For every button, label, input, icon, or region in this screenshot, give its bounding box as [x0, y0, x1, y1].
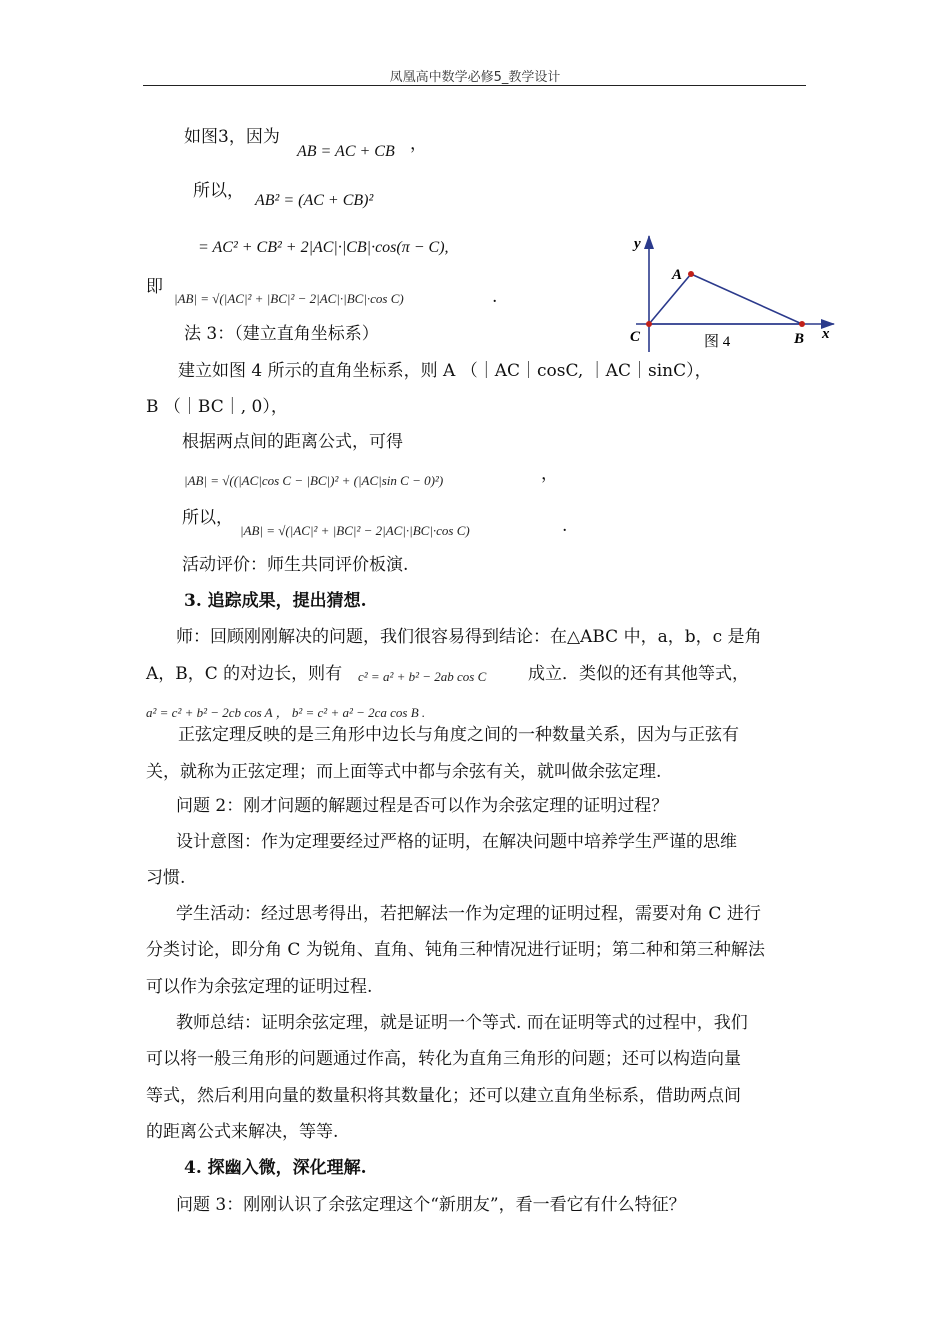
section3-teacher-line4: 的距离公式来解决，等等.: [146, 1122, 339, 1142]
header-rule: [143, 85, 806, 86]
method3-line5-tail: .: [562, 516, 568, 536]
label-c: C: [630, 329, 641, 345]
label-b: B: [794, 331, 805, 347]
section3-para1-line2-text: A，B，C 的对边长，则有: [146, 664, 343, 684]
section3-teacher-line3: 等式，然后利用向量的数量积将其数量化；还可以建立直角坐标系，借助两点间: [146, 1086, 741, 1106]
axis-y-label: y: [634, 236, 641, 252]
method3-evaluation: 活动评价：师生共同评价板演.: [182, 555, 409, 575]
section3-para2-line2: 关，就称为正弦定理；而上面等式中都与余弦有关，就叫做余弦定理.: [146, 762, 662, 782]
page-header: 凤凰高中数学必修5_教学设计: [389, 70, 561, 85]
method2-line1-text: 如图3，因为: [184, 127, 280, 147]
section3-para2-line1: 正弦定理反映的是三角形中边长与角度之间的一种数量关系，因为与正弦有: [178, 725, 739, 745]
method2-line3-formula: = AC² + CB² + 2|AC|·|CB|·cos(π − C),: [198, 239, 449, 256]
point-b: [799, 321, 805, 327]
method2-line4-formula: |AB| = √(|AC|² + |BC|² − 2|AC|·|BC|·cos C): [174, 291, 404, 306]
section3-question2: 问题 2：刚才问题的解题过程是否可以作为余弦定理的证明过程？: [176, 796, 669, 816]
figure-4-coordinate-diagram: [622, 230, 842, 355]
method3-line3: 根据两点间的距离公式，可得: [182, 432, 403, 452]
method2-line4-tail: .: [492, 287, 498, 307]
point-a: [688, 271, 694, 277]
axis-x-label: x: [822, 326, 830, 342]
method2-line1-tail: ，: [410, 134, 427, 154]
section3-design-line2: 习惯.: [146, 868, 186, 888]
method3-heading: 法 3：（建立直角坐标系）: [184, 324, 379, 344]
section3-student-line3: 可以作为余弦定理的证明过程.: [146, 977, 373, 997]
section3-para1-line1: 师：回顾刚刚解决的问题，我们很容易得到结论：在△ABC 中，a，b，c 是角: [176, 627, 762, 647]
section3-para1-line2-tail: 成立．类似的还有其他等式，: [528, 664, 749, 684]
method2-line1-formula: AB = AC + CB: [297, 143, 395, 160]
method3-line4-formula: |AB| = √((|AC|cos C − |BC|)² + (|AC|sin C − 0)²): [184, 473, 444, 488]
point-c: [646, 321, 652, 327]
section3-student-line1: 学生活动：经过思考得出，若把解法一作为定理的证明过程，需要对角 C 进行: [176, 904, 761, 924]
section4-question3: 问题 3：刚刚认识了余弦定理这个“新朋友”，看一看它有什么特征？: [176, 1195, 686, 1215]
method3-line5-formula: |AB| = √(|AC|² + |BC|² − 2|AC|·|BC|·cos C): [240, 523, 470, 538]
section3-teacher-line2: 可以将一般三角形的问题通过作高，转化为直角三角形的问题；还可以构造向量: [146, 1049, 741, 1069]
method2-line2-text: 所以，: [193, 181, 244, 201]
section3-para1-line2-formula: c² = a² + b² − 2ab cos C: [358, 669, 487, 684]
section3-design-line1: 设计意图：作为定理要经过严格的证明，在解决问题中培养学生严谨的思维: [176, 832, 737, 852]
section3-teacher-line1: 教师总结：证明余弦定理，就是证明一个等式. 而在证明等式的过程中，我们: [176, 1013, 748, 1033]
section4-heading: 4. 探幽入微，深化理解.: [184, 1158, 367, 1178]
method3-line2: B （｜BC｜, 0），: [146, 397, 288, 417]
section3-student-line2: 分类讨论，即分角 C 为锐角、直角、钝角三种情况进行证明；第二种和第三种解法: [146, 940, 765, 960]
figure-caption: 图 4: [704, 334, 731, 350]
method3-line4-tail: ，: [541, 464, 558, 484]
method3-line5-text: 所以，: [182, 508, 233, 528]
section3-heading: 3. 追踪成果，提出猜想.: [184, 591, 367, 611]
method2-line4-text: 即: [146, 277, 163, 297]
section3-para1-line3-formula: a² = c² + b² − 2cb cos A ， b² = c² + a² − 2ca cos B .: [146, 705, 426, 720]
label-a: A: [672, 267, 683, 283]
method3-line1: 建立如图 4 所示的直角坐标系，则 A （｜AC｜cosC, ｜AC｜sinC），: [178, 361, 712, 381]
method2-line2-formula: AB² = (AC + CB)²: [255, 192, 374, 209]
